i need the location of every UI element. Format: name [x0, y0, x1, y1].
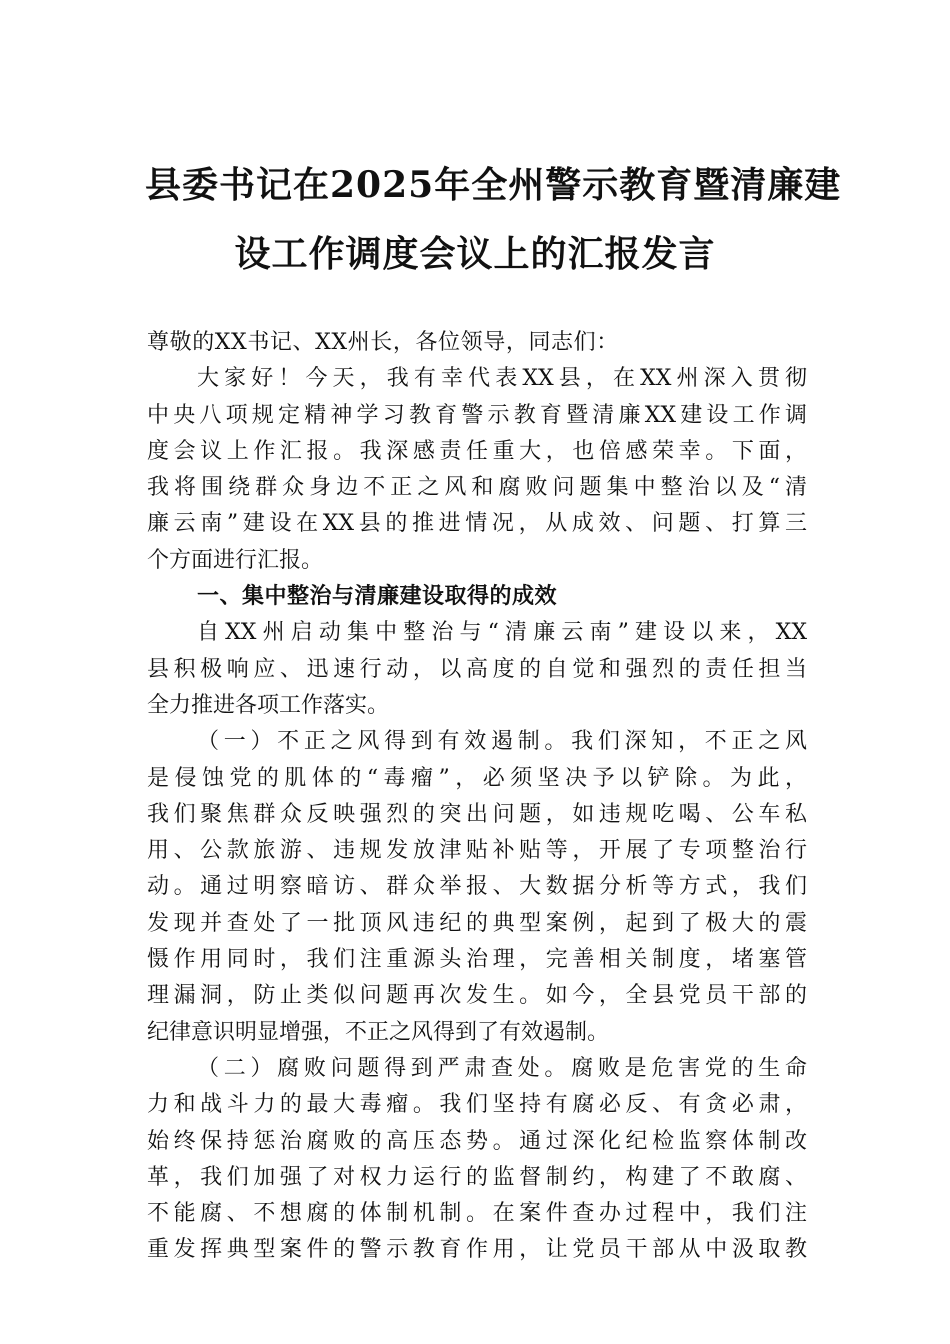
intro-line: 我将围绕群众身边不正之风和腐败问题集中整治以及“清 [147, 475, 807, 501]
subsection-2-line: 始终保持惩治腐败的高压态势。通过深化纪检监察体制改 [147, 1128, 807, 1154]
intro-line: 大家好！今天，我有幸代表XX县，在XX州深入贯彻 [197, 366, 807, 392]
document-title-line-2: 设工作调度会议上的汇报发言 [234, 233, 716, 275]
subsection-2-first-line [147, 1051, 807, 1087]
intro-line: 中央八项规定精神学习教育警示教育暨清廉XX建设工作调 [147, 402, 807, 428]
section-heading: 一、集中整治与清廉建设取得的成效 [197, 584, 558, 610]
section-intro-line: 县积极响应、迅速行动，以高度的自觉和强烈的责任担当 [147, 656, 807, 682]
subsection-1-first-line [147, 724, 807, 760]
subsection-1-first-rest: 我们深知，不正之风 [571, 729, 807, 755]
subsection-1-line: 我们聚焦群众反映强烈的突出问题，如违规吃喝、公车私 [147, 801, 807, 827]
salutation: 尊敬的XX书记、XX州长，各位领导，同志们： [147, 330, 619, 355]
section-intro-line: 全力推进各项工作落实。 [147, 692, 390, 718]
intro-line: 度会议上作汇报。我深感责任重大，也倍感荣幸。下面， [147, 438, 807, 464]
document-body [147, 325, 807, 1269]
subsection-2-line: 重发挥典型案件的警示教育作用，让党员干部从中汲取教 [147, 1237, 807, 1263]
subsection-2-first-rest: 腐败是危害党的生命 [571, 1055, 807, 1081]
subsection-1-lead: （一）不正之风得到有效遏制。 [197, 729, 572, 755]
subsection-2-line: 革，我们加强了对权力运行的监督制约，构建了不敢腐、 [147, 1164, 807, 1190]
section-intro-line: 自XX州启动集中整治与“清廉云南”建设以来，XX [197, 620, 807, 646]
subsection-1-line: 动。通过明察暗访、群众举报、大数据分析等方式，我们 [147, 874, 807, 900]
subsection-2-lead: （二）腐败问题得到严肃查处。 [197, 1055, 572, 1081]
subsection-1-line: 纪律意识明显增强，不正之风得到了有效遏制。 [147, 1019, 610, 1045]
subsection-1-line: 用、公款旅游、违规发放津贴补贴等，开展了专项整治行 [147, 838, 807, 864]
intro-line: 廉云南”建设在XX县的推进情况，从成效、问题、打算三 [147, 511, 807, 537]
subsection-1-line: 理漏洞，防止类似问题再次发生。如今，全县党员干部的 [147, 983, 807, 1009]
subsection-1-line: 慑作用同时，我们注重源头治理，完善相关制度，堵塞管 [147, 947, 807, 973]
subsection-1-line: 发现并查处了一批顶风违纪的典型案例，起到了极大的震 [147, 910, 807, 936]
subsection-2-line: 力和战斗力的最大毒瘤。我们坚持有腐必反、有贪必肃， [147, 1092, 807, 1118]
document-title-line-1: 县委书记在2025年全州警示教育暨清廉建 [145, 164, 842, 206]
intro-line: 个方面进行汇报。 [147, 547, 324, 573]
subsection-1-line: 是侵蚀党的肌体的“毒瘤”，必须坚决予以铲除。为此， [147, 765, 807, 791]
subsection-2-line: 不能腐、不想腐的体制机制。在案件查办过程中，我们注 [147, 1201, 807, 1227]
